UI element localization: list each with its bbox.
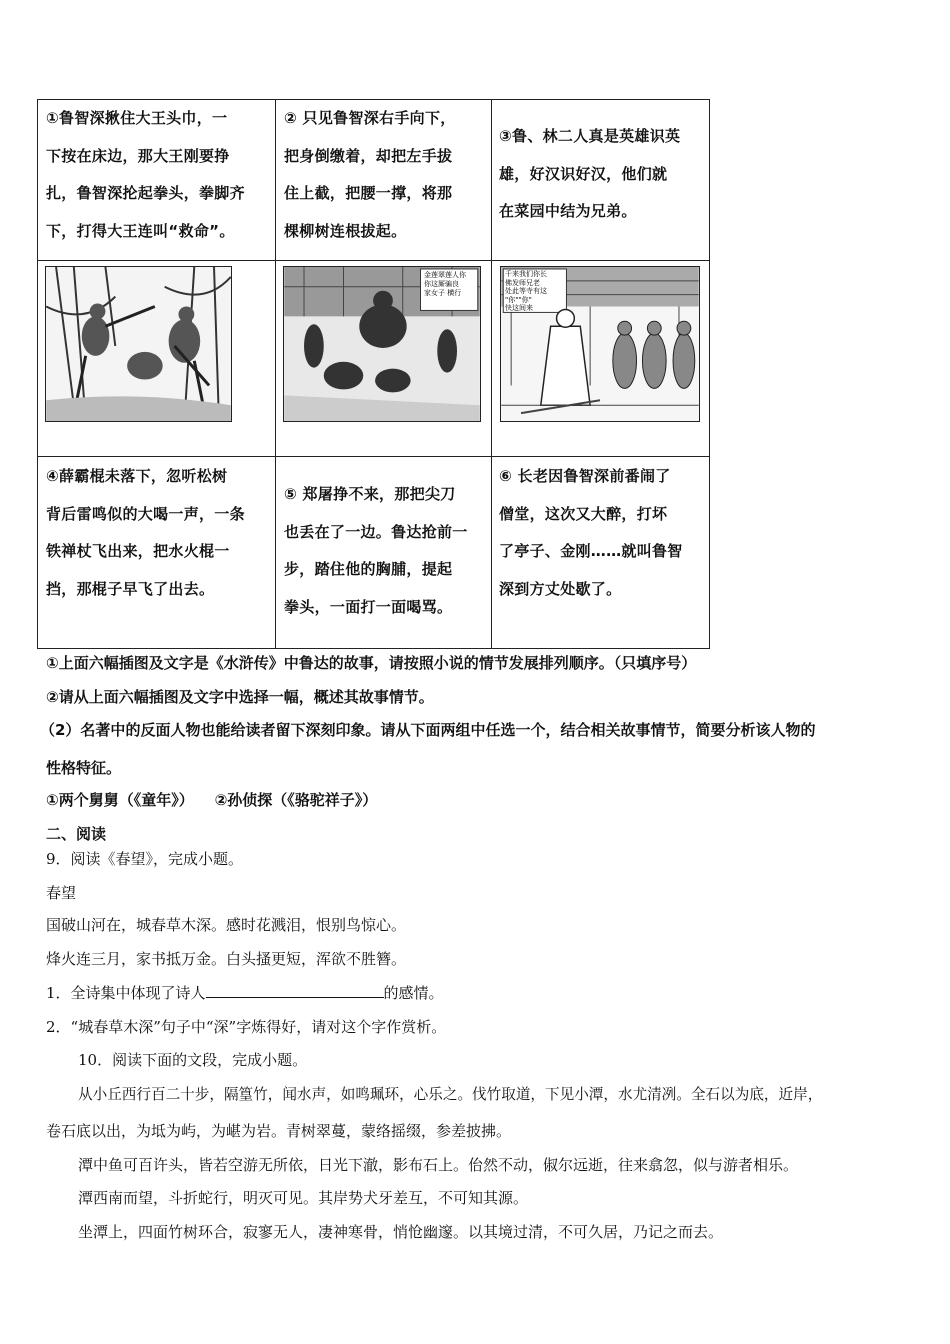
table-cell-1: ①鲁智深揪住大王头巾，一 下按在床边，那大王刚要挣 扎，鲁智深抡起拳头，拳脚齐 下，打得大王连叫“救命”。	[46, 109, 245, 240]
question-villain-line2: 性格特征。	[46, 759, 122, 777]
passage-p4: 坐潭上，四面竹树环合，寂寥无人，凄神寒骨，悄怆幽邃。以其境过清，不可久居，乃记之而去。	[78, 1223, 724, 1241]
question-summary: ②请从上面六幅插图及文字中选择一幅，概述其故事情节。	[46, 688, 434, 706]
table-divider	[38, 456, 709, 457]
illustration-caption: 千来我们你长 佛发师兄老 处此等寺有这 "你""你" 快这间来	[505, 270, 547, 312]
illustration-caption: 金莲翠莲人你 你这厮骗良 家女子 横行	[424, 271, 466, 297]
table-cell-5: ⑤ 郑屠挣不来，那把尖刀 也丢在了一边。鲁达抢前一 步，踏住他的胸脯，提起 拳头，一面打一面喝骂。	[284, 485, 468, 616]
table-cell-4: ④薛霸棍未落下，忽听松树 背后雷鸣似的大喝一声，一条 铁禅杖飞出来，把水火棍一 挡，那棍子早飞了出去。	[46, 467, 245, 598]
forest-fight-illustration	[45, 266, 232, 422]
section-heading: 二、阅读	[46, 825, 107, 843]
passage-p1-line2: 卷石底以出，为坻为屿，为嵁为岩。青树翠蔓，蒙络摇缀，参差披拂。	[46, 1122, 512, 1140]
sub-question-2: 2．“城春草木深”句子中“深”字炼得好，请对这个字作赏析。	[46, 1018, 447, 1036]
question-10: 10．阅读下面的文段，完成小题。	[78, 1051, 308, 1069]
table-divider	[38, 260, 709, 261]
table-cell-6: ⑥ 长老因鲁智深前番闹了 僧堂，这次又大醉，打坏 了亭子、金刚……就叫鲁智 深到方丈处歇了。	[499, 467, 683, 598]
sub-question-1-text-end: 的感情。	[383, 984, 444, 1002]
poem-title: 春望	[46, 884, 77, 902]
question-villain-line1: （2）名著中的反面人物也能给读者留下深刻印象。请从下面两组中任选一个，结合相关故事情节，简要分析该人物的	[40, 721, 816, 739]
passage-p1-line1: 从小丘西行百二十步，隔篁竹，闻水声，如鸣珮环，心乐之。伐竹取道，下见小潭，水尤清冽。全石以为底，近岸，	[78, 1086, 823, 1103]
passage-p2: 潭中鱼可百许头，皆若空游无所依，日光下澈，影布石上。佁然不动，俶尔远逝，往来翕忽，似与游者相乐。	[78, 1156, 799, 1174]
sub-question-1-text: 1．全诗集中体现了诗人	[46, 984, 206, 1002]
poem-line-1: 国破山河在，城春草木深。感时花溅泪，恨别鸟惊心。	[46, 916, 407, 934]
question-order: ①上面六幅插图及文字是《水浒传》中鲁达的故事，请按照小说的情节发展排列顺序。（只填序号）	[46, 654, 697, 672]
table-divider	[275, 100, 276, 648]
question-9: 9．阅读《春望》，完成小题。	[46, 850, 244, 868]
table-cell-2: ② 只见鲁智深右手向下， 把身倒缴着，却把左手拔 住上截，把腰一撑，将那 棵柳树连根拔起。	[284, 109, 456, 240]
temple-monks-illustration	[500, 266, 700, 422]
poem-line-2: 烽火连三月，家书抵万金。白头搔更短，浑欲不胜簪。	[46, 950, 407, 968]
question-options: ①两个舅舅（《童年》） ②孙侦探（《骆驼祥子》）	[46, 791, 378, 809]
table-cell-3: ③鲁、林二人真是英雄识英 雄，好汉识好汉，他们就 在菜园中结为兄弟。	[499, 127, 681, 220]
answer-blank[interactable]	[206, 983, 384, 998]
sub-question-1	[46, 982, 444, 1003]
passage-p3: 潭西南而望，斗折蛇行，明灭可见。其岸势犬牙差互，不可知其源。	[78, 1189, 529, 1207]
street-fight-illustration	[283, 266, 481, 422]
table-divider	[491, 100, 492, 648]
